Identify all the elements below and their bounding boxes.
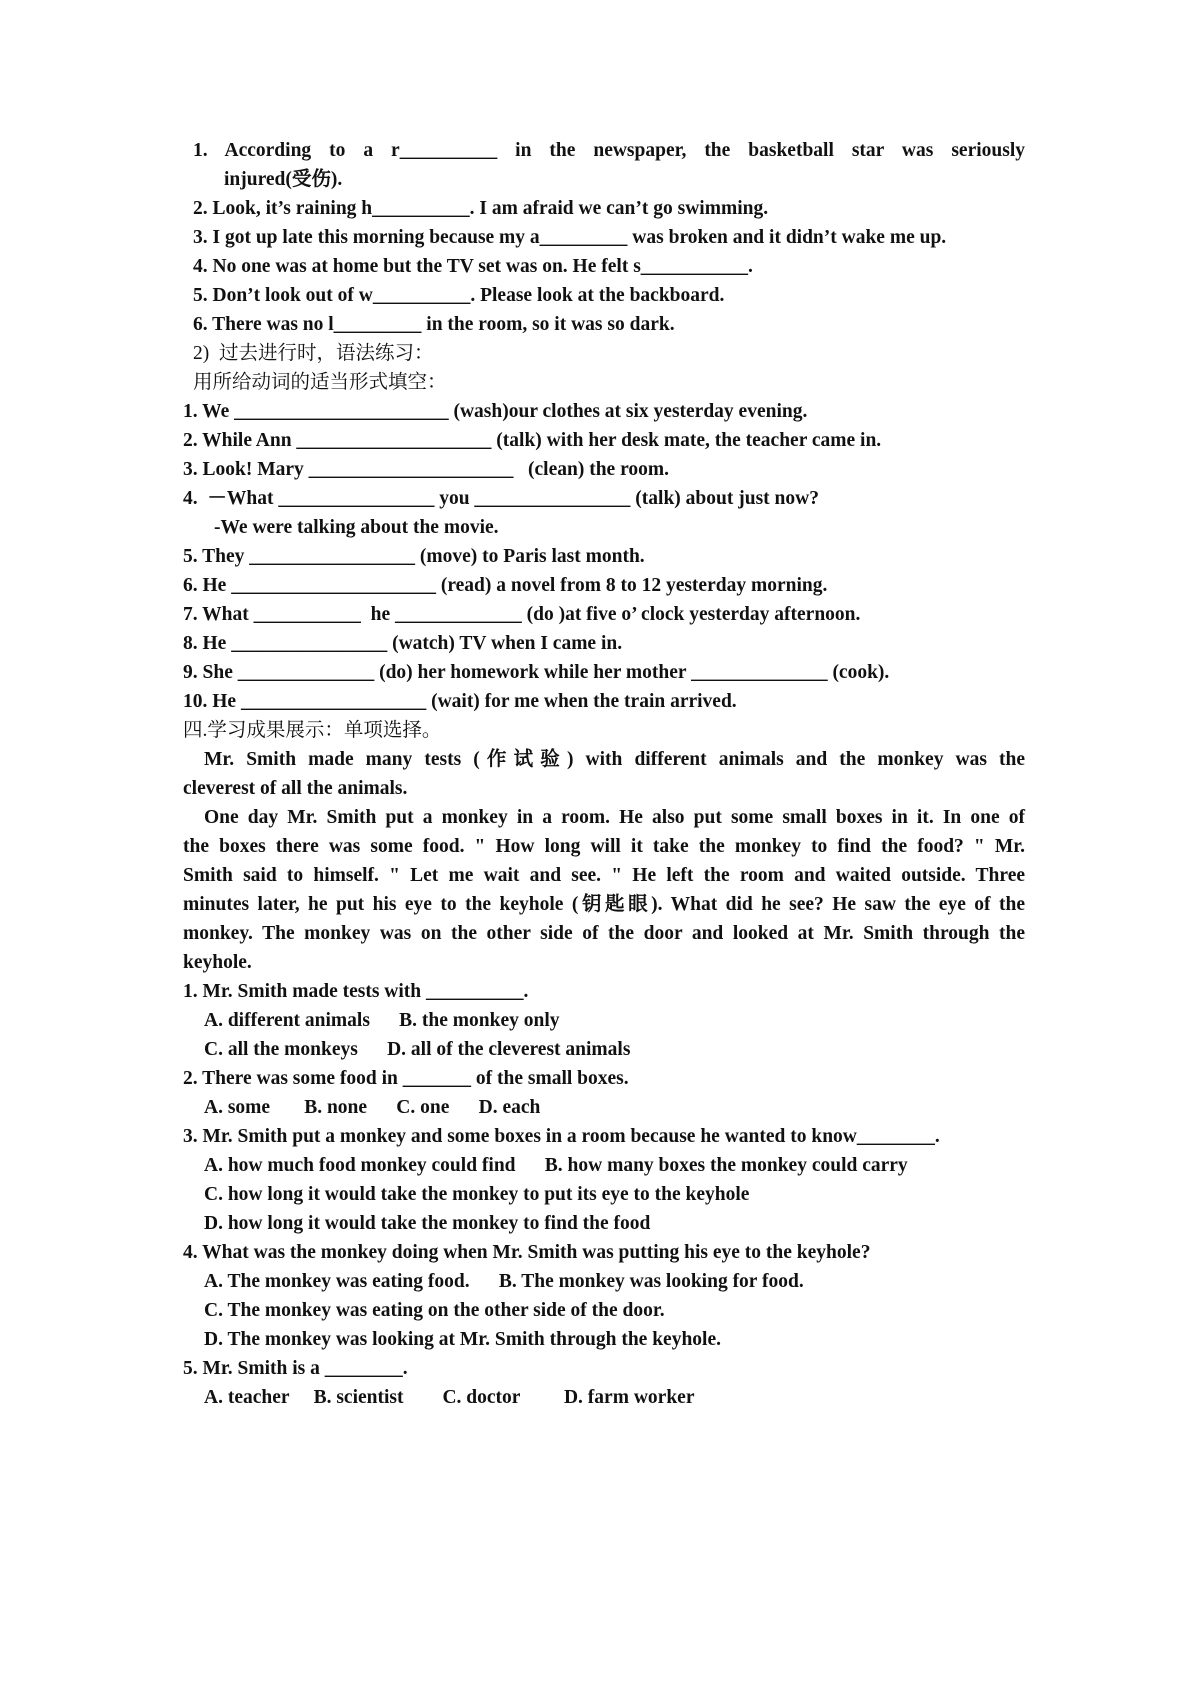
grammar-instruction: 用所给动词的适当形式填空： [193,372,447,393]
grammar-line: 7. What ___________ he _____________ (do )at five o’ clock yesterday afternoon. [183,604,861,625]
grammar-line: 5. They _________________ (move) to Paris last month. [183,546,645,567]
option-line: A. some B. none C. one D. each [204,1097,541,1118]
question-line: 2. There was some food in _______ of the small boxes. [183,1068,629,1089]
vocab-line: 1. According to a r__________ in the newspaper, the basketball star was seriously [193,140,1025,161]
option-line: C. all the monkeys D. all of the cleverest animals [204,1039,631,1060]
passage-line: minutes later, he put his eye to the keyhole (钥匙眼). What did he see? He saw the eye of the [183,894,1025,915]
vocab-line: 4. No one was at home but the TV set was on. He felt s___________. [193,256,753,277]
grammar-line: 10. He ___________________ (wait) for me when the train arrived. [183,691,737,712]
passage-line: keyhole. [183,952,252,973]
question-line: 5. Mr. Smith is a ________. [183,1358,408,1379]
passage-line: Mr. Smith made many tests (作试验) with different animals and the monkey was the [204,749,1025,770]
section4-heading: 四.学习成果展示：单项选择。 [183,720,442,741]
grammar-line: 3. Look! Mary _____________________ (clean) the room. [183,459,670,480]
option-line: C. how long it would take the monkey to put its eye to the keyhole [204,1184,750,1205]
vocab-line: 2. Look, it’s raining h__________. I am afraid we can’t go swimming. [193,198,769,219]
vocab-line: 6. There was no l_________ in the room, so it was so dark. [193,314,675,335]
passage-line: One day Mr. Smith put a monkey in a room. He also put some small boxes in it. In one of [204,807,1025,828]
vocab-line: 3. I got up late this morning because my a_________ was broken and it didn’t wake me up. [193,227,947,248]
option-line: A. teacher B. scientist C. doctor D. farm worker [204,1387,695,1408]
passage-line: monkey. The monkey was on the other side of the door and looked at Mr. Smith through the [183,923,1025,944]
question-line: 4. What was the monkey doing when Mr. Smith was putting his eye to the keyhole? [183,1242,871,1263]
option-line: D. The monkey was looking at Mr. Smith through the keyhole. [204,1329,721,1350]
option-line: D. how long it would take the monkey to find the food [204,1213,651,1234]
vocab-line: injured(受伤). [224,169,343,190]
grammar-line: 4. －What ________________ you ________________ (talk) about just now? [183,488,819,509]
grammar-line: 6. He _____________________ (read) a novel from 8 to 12 yesterday morning. [183,575,828,596]
grammar-line: 2. While Ann ____________________ (talk) with her desk mate, the teacher came in. [183,430,882,451]
vocab-line: 5. Don’t look out of w__________. Please look at the backboard. [193,285,725,306]
option-line: C. The monkey was eating on the other side of the door. [204,1300,665,1321]
option-line: A. different animals B. the monkey only [204,1010,560,1031]
passage-line: cleverest of all the animals. [183,778,408,799]
grammar-line: -We were talking about the movie. [214,517,499,538]
passage-line: Smith said to himself. " Let me wait and see. " He left the room and waited outside. Three [183,865,1025,886]
question-line: 3. Mr. Smith put a monkey and some boxes in a room because he wanted to know________. [183,1126,940,1147]
option-line: A. The monkey was eating food. B. The monkey was looking for food. [204,1271,804,1292]
grammar-line: 9. She ______________ (do) her homework while her mother ______________ (cook). [183,662,890,683]
grammar-heading: 2) 过去进行时，语法练习： [193,343,434,364]
grammar-line: 1. We ______________________ (wash)our clothes at six yesterday evening. [183,401,808,422]
question-line: 1. Mr. Smith made tests with __________. [183,981,529,1002]
passage-line: the boxes there was some food. " How long will it take the monkey to find the food? " Mr. [183,836,1025,857]
option-line: A. how much food monkey could find B. how many boxes the monkey could carry [204,1155,908,1176]
grammar-line: 8. He ________________ (watch) TV when I came in. [183,633,623,654]
